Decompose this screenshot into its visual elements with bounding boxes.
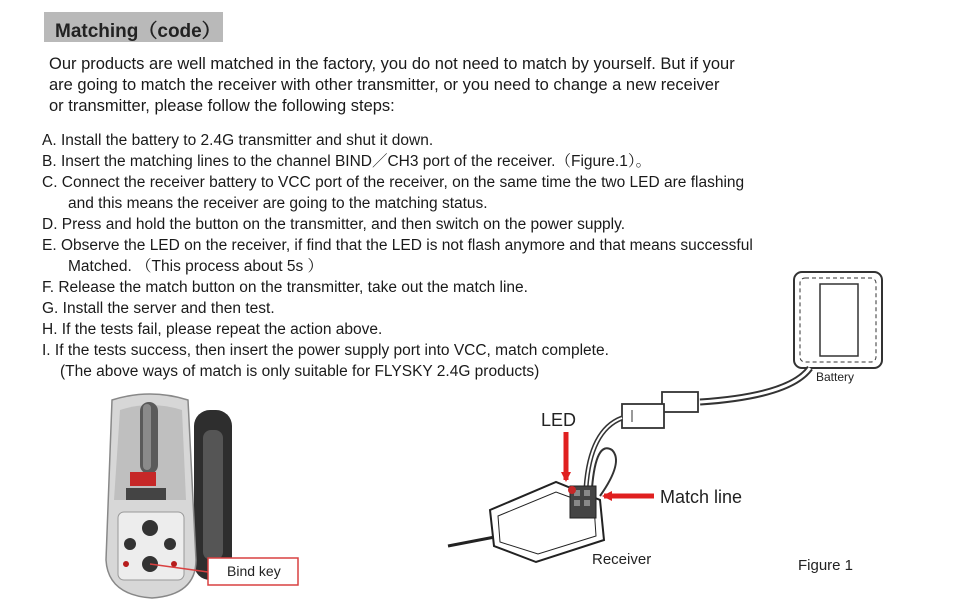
step-g: G. Install the server and then test. — [42, 300, 275, 317]
battery-image — [794, 272, 882, 368]
step-h: H. If the tests fail, please repeat the action above. — [42, 321, 383, 338]
step-e: E. Observe the LED on the receiver, if find that the LED is not flash anymore and that means successful — [42, 237, 753, 254]
step-e-continued: Matched. （This process about 5s ） — [68, 258, 324, 275]
step-a: A. Install the battery to 2.4G transmitter and shut it down. — [42, 132, 434, 149]
step-f: F. Release the match button on the transmitter, take out the match line. — [42, 279, 528, 296]
compatibility-note: (The above ways of match is only suitable for FLYSKY 2.4G products) — [60, 363, 540, 380]
step-d: D. Press and hold the button on the transmitter, and then switch on the power supply. — [42, 216, 626, 233]
receiver-image — [490, 482, 604, 562]
intro-line-1: Our products are well matched in the factory, you do not need to match by yourself. But if your — [49, 55, 735, 73]
led-label: LED — [541, 410, 577, 430]
receiver-label: Receiver — [592, 551, 652, 568]
step-c-continued: and this means the receiver are going to the matching status. — [68, 195, 488, 212]
battery-label: Battery — [816, 370, 855, 384]
match-line-label: Match line — [660, 487, 743, 507]
intro-line-3: or transmitter, please follow the following steps: — [49, 97, 395, 115]
step-c: C. Connect the receiver battery to VCC port of the receiver, on the same time the two LED are flashing — [42, 174, 745, 191]
step-i: I. If the tests success, then insert the power supply port into VCC, match complete. — [42, 342, 609, 359]
step-b: B. Insert the matching lines to the channel BIND／CH3 port of the receiver.（Figure.1）。 — [42, 153, 652, 170]
page-title: Matching（code） — [55, 21, 221, 42]
bind-key-label: Bind key — [227, 563, 281, 579]
battery-cable — [700, 368, 810, 402]
battery-connector — [622, 392, 698, 428]
figure-caption: Figure 1 — [798, 557, 854, 574]
intro-line-2: are going to match the receiver with other transmitter, or you need to change a new receiver — [49, 76, 720, 94]
